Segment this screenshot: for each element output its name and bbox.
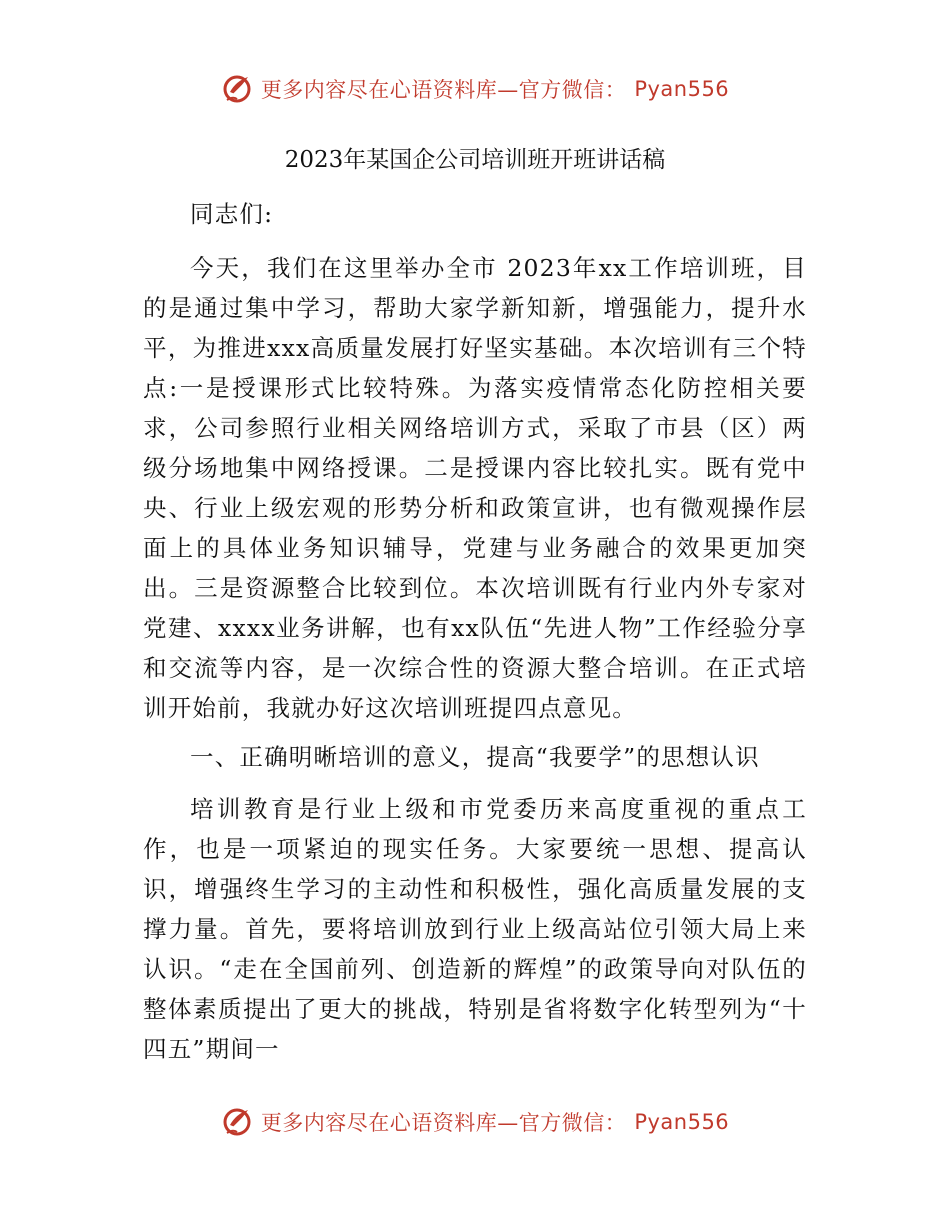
- brand-logo-icon: [221, 1105, 255, 1139]
- brand-logo-icon: [221, 72, 255, 106]
- salutation: 同志们:: [190, 200, 274, 228]
- section-heading-1: 一、正确明晰培训的意义，提高“我要学”的思想认识: [190, 743, 760, 771]
- footer-watermark: [0, 1105, 950, 1139]
- paragraph-section-1: 培训教育是行业上级和市党委历来高度重视的重点工作，也是一项紧迫的现实任务。大家要统一思想、提高认识，增强终生学习的主动性和积极性，强化高质量发展的支撑力量。首先，要将培训放到行业上级高站位引领大局上来认识。“走在全国前列、创造新的辉煌”的政策导向对队伍的整体素质提出了更大的挑战，特别是省将数字化转型列为“十四五”期间一: [143, 795, 807, 1063]
- banner-text: 更多内容尽在心语资料库—官方微信：: [260, 1111, 627, 1135]
- paragraph-intro: 今天，我们在这里举办全市 2023年xx工作培训班，目的是通过集中学习，帮助大家学新知新，增强能力，提升水平，为推进xxx高质量发展打好坚实基础。本次培训有三个特点:一是授课形式比较特殊。为落实疫情常态化防控相关要求，公司参照行业相关网络培训方式，采取了市县（区）两级分场地集中网络授课。二是授课内容比较扎实。既有党中央、行业上级宏观的形势分析和政策宣讲，也有微观操作层面上的具体业务知识辅导，党建与业务融合的效果更加突出。三是资源整合比较到位。本次培训既有行业内外专家对党建、xxxx业务讲解，也有xx队伍“先进人物”工作经验分享和交流等内容，是一次综合性的资源大整合培训。在正式培训开始前，我就办好这次培训班提四点意见。: [143, 254, 807, 722]
- document-body: [143, 140, 807, 1078]
- document-title: 2023年某国企公司培训班开班讲话稿: [284, 147, 666, 173]
- banner-wechat-id: Pyan556: [634, 77, 730, 101]
- banner-wechat-id: Pyan556: [634, 1110, 730, 1134]
- banner-text: 更多内容尽在心语资料库—官方微信：: [260, 78, 627, 102]
- header-watermark: [0, 72, 950, 106]
